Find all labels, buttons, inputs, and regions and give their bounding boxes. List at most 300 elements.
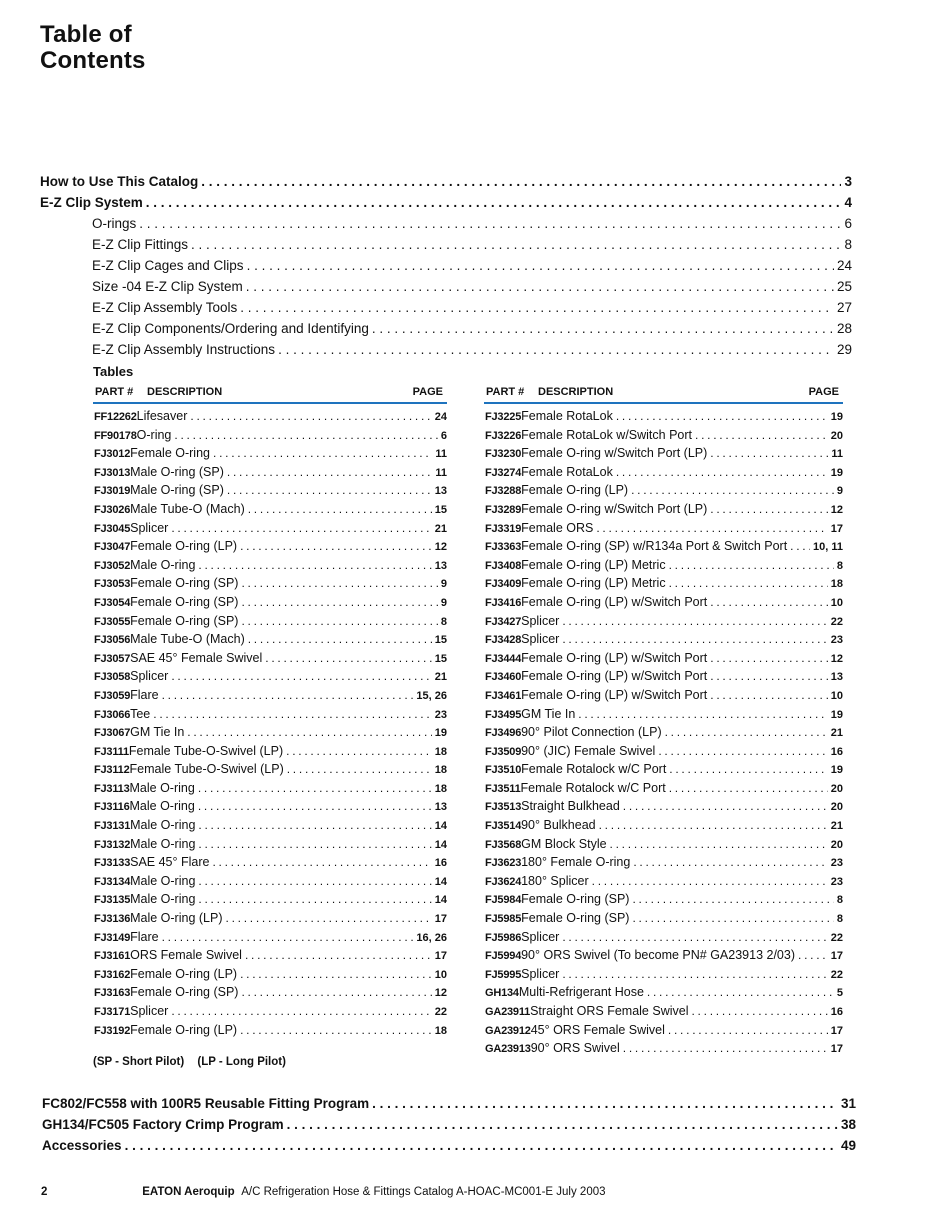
dot-leader bbox=[710, 502, 827, 516]
part-page: 19 bbox=[830, 466, 843, 479]
dot-leader bbox=[562, 967, 827, 981]
table-row[interactable] bbox=[93, 855, 447, 874]
part-page: 23 bbox=[830, 857, 843, 870]
part-page: 10 bbox=[830, 689, 843, 702]
table-row[interactable] bbox=[484, 688, 843, 707]
part-description: Tee bbox=[130, 706, 151, 721]
dot-leader bbox=[710, 669, 827, 683]
part-description: Female Tube-O-Swivel (LP) bbox=[129, 762, 284, 777]
part-number: FJ3363 bbox=[485, 541, 522, 554]
part-page: 13 bbox=[434, 559, 447, 572]
dot-leader bbox=[287, 762, 432, 776]
header-part: PART # bbox=[486, 386, 525, 398]
dot-leader bbox=[198, 818, 431, 832]
table-row[interactable] bbox=[93, 576, 447, 595]
part-page: 9 bbox=[440, 578, 447, 591]
part-page: 18 bbox=[830, 578, 843, 591]
table-row[interactable] bbox=[93, 911, 447, 930]
toc-entry-label: GH134/FC505 Factory Crimp Program bbox=[42, 1117, 284, 1132]
part-description: Male O-ring bbox=[130, 557, 196, 572]
part-number: FJ3045 bbox=[94, 522, 131, 535]
part-page: 17 bbox=[830, 950, 843, 963]
part-page: 22 bbox=[434, 1006, 447, 1018]
table-row[interactable] bbox=[93, 502, 447, 521]
parts-table-left bbox=[93, 386, 447, 1041]
part-description: Male O-ring (SP) bbox=[130, 483, 224, 498]
part-page: 20 bbox=[830, 801, 843, 814]
table-row[interactable] bbox=[484, 818, 843, 837]
part-number: FJ3427 bbox=[485, 615, 522, 628]
part-page: 13 bbox=[434, 801, 447, 814]
dot-leader bbox=[226, 911, 432, 925]
part-description: SAE 45° Flare bbox=[130, 855, 210, 870]
table-row[interactable] bbox=[93, 539, 447, 558]
table-row[interactable] bbox=[93, 837, 447, 856]
table-row[interactable] bbox=[93, 614, 447, 633]
table-row[interactable] bbox=[484, 595, 843, 614]
part-number: FJ3510 bbox=[485, 764, 522, 777]
dot-leader bbox=[247, 258, 834, 273]
part-page: 24 bbox=[434, 411, 447, 423]
part-page: 21 bbox=[434, 522, 447, 535]
part-description: ORS Female Swivel bbox=[130, 948, 242, 963]
part-page: 8 bbox=[836, 894, 843, 907]
toc-entry-page: 31 bbox=[840, 1096, 856, 1111]
toc-entry-label: FC802/FC558 with 100R5 Reusable Fitting Program bbox=[42, 1096, 370, 1111]
table-row[interactable] bbox=[93, 781, 447, 800]
part-number: GA23911 bbox=[485, 1006, 531, 1018]
dot-leader bbox=[631, 483, 834, 497]
part-number: FJ3319 bbox=[485, 522, 522, 535]
part-number: FJ3056 bbox=[94, 634, 131, 647]
table-row[interactable] bbox=[93, 762, 447, 781]
toc-entry-page: 8 bbox=[844, 237, 852, 252]
part-description: Male O-ring (SP) bbox=[130, 464, 224, 479]
table-header bbox=[484, 386, 843, 404]
table-row[interactable] bbox=[93, 725, 447, 744]
dot-leader bbox=[632, 911, 833, 925]
part-number: FJ3047 bbox=[94, 541, 131, 554]
table-row[interactable] bbox=[484, 428, 843, 447]
dot-leader bbox=[669, 781, 828, 795]
part-page: 13 bbox=[830, 671, 843, 684]
toc-entry[interactable] bbox=[42, 1096, 856, 1117]
part-page: 9 bbox=[440, 596, 447, 609]
toc-entry[interactable] bbox=[92, 279, 852, 300]
part-page: 8 bbox=[440, 615, 447, 628]
table-row[interactable] bbox=[93, 948, 447, 967]
part-description: Female O-ring (LP) w/Switch Port bbox=[521, 594, 708, 609]
part-number: FJ3013 bbox=[94, 466, 131, 479]
toc-entry-label: How to Use This Catalog bbox=[40, 174, 199, 189]
part-number: FJ3428 bbox=[485, 634, 522, 647]
part-number: FJ3052 bbox=[94, 559, 131, 572]
part-page: 17 bbox=[434, 950, 447, 963]
dot-leader bbox=[710, 595, 827, 609]
dot-leader bbox=[125, 1138, 838, 1153]
table-row[interactable] bbox=[484, 725, 843, 744]
table-row[interactable] bbox=[93, 688, 447, 707]
dot-leader bbox=[198, 781, 432, 795]
part-number: FJ3511 bbox=[485, 782, 521, 795]
dot-leader bbox=[616, 465, 828, 479]
dot-leader bbox=[669, 576, 828, 590]
toc-entry[interactable] bbox=[40, 195, 852, 216]
part-number: FJ3116 bbox=[94, 801, 130, 814]
dot-leader bbox=[668, 1023, 828, 1037]
part-page: 11 bbox=[435, 448, 447, 461]
part-number: FJ3495 bbox=[485, 708, 522, 721]
part-number: FJ3019 bbox=[94, 485, 131, 498]
dot-leader bbox=[240, 1023, 432, 1037]
toc-entry-label: E-Z Clip Components/Ordering and Identifying bbox=[92, 321, 369, 336]
part-description: Female O-ring (LP) bbox=[130, 539, 238, 554]
part-number: FJ3026 bbox=[94, 503, 131, 516]
part-description: Female ORS bbox=[521, 520, 594, 535]
table-row[interactable] bbox=[484, 1041, 843, 1060]
table-row[interactable] bbox=[484, 1004, 843, 1023]
part-description: 180° Female O-ring bbox=[521, 855, 631, 870]
part-page: 10 bbox=[434, 968, 447, 981]
part-page: 5 bbox=[836, 987, 843, 1000]
toc-entry[interactable] bbox=[42, 1138, 856, 1159]
toc-entry-page: 49 bbox=[840, 1138, 856, 1153]
part-description: Female O-ring w/Switch Port (LP) bbox=[521, 446, 708, 461]
table-rows bbox=[93, 409, 447, 1041]
dot-leader bbox=[710, 651, 827, 665]
table-row[interactable] bbox=[484, 465, 843, 484]
toc-entry[interactable] bbox=[92, 237, 852, 258]
dot-leader bbox=[198, 837, 431, 851]
toc-entry-page: 3 bbox=[844, 174, 852, 189]
table-row[interactable] bbox=[93, 967, 447, 986]
part-description: Splicer bbox=[130, 1004, 169, 1018]
dot-leader bbox=[187, 725, 431, 739]
part-number: FJ3066 bbox=[94, 708, 131, 721]
part-description: Female Rotalock w/C Port bbox=[520, 780, 666, 795]
table-row[interactable] bbox=[484, 781, 843, 800]
part-number: FJ3055 bbox=[94, 615, 131, 628]
part-description: Flare bbox=[130, 929, 159, 944]
table-row[interactable] bbox=[93, 409, 447, 428]
table-row[interactable] bbox=[484, 576, 843, 595]
table-row[interactable] bbox=[484, 892, 843, 911]
toc-entry[interactable] bbox=[92, 342, 852, 363]
part-page: 15 bbox=[434, 503, 447, 516]
part-description: 90° Pilot Connection (LP) bbox=[521, 725, 662, 740]
dot-leader bbox=[240, 967, 432, 981]
part-page: 12 bbox=[830, 503, 843, 516]
dot-leader bbox=[562, 930, 827, 944]
part-description: Female O-ring (LP) bbox=[521, 483, 629, 498]
part-description: 45° ORS Female Swivel bbox=[530, 1022, 665, 1037]
table-row[interactable] bbox=[93, 558, 447, 577]
toc-entry[interactable] bbox=[92, 300, 852, 321]
table-row[interactable] bbox=[93, 744, 447, 763]
dot-leader bbox=[201, 174, 841, 189]
part-number: GH134 bbox=[485, 987, 519, 1000]
part-description: 90° (JIC) Female Swivel bbox=[521, 743, 656, 758]
table-row[interactable] bbox=[484, 558, 843, 577]
legend bbox=[93, 1056, 296, 1068]
dot-leader bbox=[599, 818, 828, 832]
dot-leader bbox=[248, 632, 432, 646]
table-row[interactable] bbox=[93, 799, 447, 818]
dot-leader bbox=[691, 1004, 827, 1018]
table-row[interactable] bbox=[484, 521, 843, 540]
legend-long-pilot: (LP - Long Pilot) bbox=[197, 1056, 286, 1068]
part-number: FJ3161 bbox=[94, 950, 131, 963]
table-row[interactable] bbox=[484, 1023, 843, 1042]
dot-leader bbox=[191, 237, 841, 252]
part-page: 12 bbox=[434, 541, 447, 554]
part-description: Female O-ring (SP) bbox=[130, 576, 239, 591]
toc-entry-page: 24 bbox=[836, 258, 852, 273]
part-number: FJ3111 bbox=[94, 745, 129, 758]
part-number: FJ3513 bbox=[485, 801, 522, 814]
part-page: 21 bbox=[830, 727, 843, 740]
part-number: FF12262 bbox=[94, 411, 137, 423]
parts-table-right bbox=[484, 386, 843, 1060]
part-page: 11 bbox=[831, 448, 843, 461]
table-header bbox=[93, 386, 447, 404]
part-description: Female Tube-O-Swivel (LP) bbox=[128, 743, 284, 758]
part-page: 19 bbox=[830, 411, 843, 423]
header-description: DESCRIPTION bbox=[538, 386, 614, 398]
dot-leader bbox=[669, 558, 834, 572]
table-row[interactable] bbox=[484, 614, 843, 633]
part-number: FJ3067 bbox=[94, 727, 131, 740]
toc-entry[interactable] bbox=[92, 321, 852, 342]
part-number: FJ3163 bbox=[94, 987, 131, 1000]
footer bbox=[41, 1186, 606, 1198]
table-row[interactable] bbox=[484, 483, 843, 502]
part-number: FJ3112 bbox=[94, 764, 130, 777]
table-row[interactable] bbox=[484, 985, 843, 1004]
table-row[interactable] bbox=[93, 446, 447, 465]
table-row[interactable] bbox=[484, 967, 843, 986]
part-page: 16 bbox=[830, 1006, 843, 1018]
part-page: 16 bbox=[830, 745, 843, 758]
dot-leader bbox=[171, 521, 431, 535]
part-number: FJ3509 bbox=[485, 745, 522, 758]
part-number: FJ3057 bbox=[94, 652, 131, 665]
dot-leader bbox=[623, 1041, 828, 1055]
part-number: FJ3136 bbox=[94, 913, 131, 926]
dot-leader bbox=[227, 483, 432, 497]
part-description: Female RotaLok bbox=[521, 409, 613, 423]
part-page: 12 bbox=[830, 652, 843, 665]
table-row[interactable] bbox=[484, 409, 843, 428]
toc-entry-label: O-rings bbox=[92, 216, 137, 231]
dot-leader bbox=[146, 195, 842, 210]
part-description: GM Block Style bbox=[521, 836, 607, 851]
table-row[interactable] bbox=[93, 595, 447, 614]
table-row[interactable] bbox=[93, 1023, 447, 1042]
part-page: 21 bbox=[434, 671, 447, 684]
table-row[interactable] bbox=[484, 707, 843, 726]
table-row[interactable] bbox=[93, 521, 447, 540]
table-row[interactable] bbox=[93, 1004, 447, 1023]
dot-leader bbox=[633, 855, 827, 869]
part-page: 22 bbox=[830, 931, 843, 944]
part-description: Splicer bbox=[521, 613, 560, 628]
part-number: FJ3274 bbox=[485, 466, 522, 479]
dot-leader bbox=[647, 985, 834, 999]
table-row[interactable] bbox=[484, 744, 843, 763]
dot-leader bbox=[632, 892, 833, 906]
part-description: Female O-ring (SP) bbox=[130, 985, 239, 1000]
part-number: FJ3135 bbox=[94, 894, 131, 907]
part-description: Female O-ring (SP) bbox=[130, 613, 239, 628]
page-title bbox=[40, 22, 146, 74]
table-row[interactable] bbox=[484, 837, 843, 856]
table-row[interactable] bbox=[484, 632, 843, 651]
dot-leader bbox=[245, 948, 432, 962]
part-page: 13 bbox=[434, 485, 447, 498]
part-page: 20 bbox=[830, 429, 843, 442]
part-page: 15 bbox=[434, 652, 447, 665]
table-row[interactable] bbox=[93, 707, 447, 726]
part-description: Splicer bbox=[521, 632, 560, 647]
part-page: 14 bbox=[434, 838, 447, 851]
dot-leader bbox=[198, 558, 431, 572]
part-description: Multi-Refrigerant Hose bbox=[518, 985, 644, 1000]
toc-entry-page: 25 bbox=[836, 279, 852, 294]
table-row[interactable] bbox=[484, 502, 843, 521]
part-description: Female RotaLok w/Switch Port bbox=[521, 427, 693, 442]
part-number: FJ5994 bbox=[485, 950, 522, 963]
legend-short-pilot: (SP - Short Pilot) bbox=[93, 1056, 185, 1068]
toc-entry-label: E-Z Clip Assembly Tools bbox=[92, 300, 238, 315]
table-row[interactable] bbox=[93, 874, 447, 893]
table-row[interactable] bbox=[93, 428, 447, 447]
table-row[interactable] bbox=[93, 651, 447, 670]
part-description: GM Tie In bbox=[521, 706, 576, 721]
part-description: Splicer bbox=[521, 929, 560, 944]
part-description: Flare bbox=[130, 687, 159, 702]
part-page: 6 bbox=[440, 429, 447, 442]
table-row[interactable] bbox=[484, 855, 843, 874]
part-page: 18 bbox=[434, 782, 447, 795]
part-page: 23 bbox=[830, 875, 843, 888]
dot-leader bbox=[241, 985, 431, 999]
dot-leader bbox=[198, 892, 431, 906]
part-page: 8 bbox=[836, 559, 843, 572]
part-page: 23 bbox=[830, 634, 843, 647]
table-row[interactable] bbox=[484, 651, 843, 670]
toc-entry-label: Size -04 E-Z Clip System bbox=[92, 279, 243, 294]
part-number: FJ5986 bbox=[485, 931, 522, 944]
part-number: FJ5985 bbox=[485, 913, 522, 926]
part-page: 17 bbox=[830, 1024, 843, 1037]
table-row[interactable] bbox=[93, 632, 447, 651]
part-number: FF90178 bbox=[94, 429, 137, 442]
part-number: FJ3171 bbox=[94, 1006, 131, 1018]
table-row[interactable] bbox=[93, 483, 447, 502]
dot-leader bbox=[287, 1117, 838, 1132]
dot-leader bbox=[710, 446, 828, 460]
dot-leader bbox=[592, 874, 828, 888]
part-number: FJ3624 bbox=[485, 875, 522, 888]
part-number: FJ3288 bbox=[485, 485, 522, 498]
dot-leader bbox=[669, 762, 827, 776]
toc-entry[interactable] bbox=[40, 174, 852, 195]
tables-heading: Tables bbox=[93, 364, 134, 379]
part-description: Straight ORS Female Swivel bbox=[530, 1004, 689, 1018]
part-page: 15 bbox=[434, 634, 447, 647]
dot-leader bbox=[190, 409, 431, 423]
toc-entry-label: E-Z Clip System bbox=[40, 195, 143, 210]
header-part: PART # bbox=[95, 386, 134, 398]
table-row[interactable] bbox=[484, 762, 843, 781]
part-description: Female O-ring (LP) w/Switch Port bbox=[521, 687, 708, 702]
table-row[interactable] bbox=[484, 669, 843, 688]
table-row[interactable] bbox=[484, 446, 843, 465]
table-row[interactable] bbox=[484, 930, 843, 949]
table-row[interactable] bbox=[484, 874, 843, 893]
part-page: 19 bbox=[830, 708, 843, 721]
part-description: Female O-ring (LP) Metric bbox=[521, 557, 666, 572]
toc-entry[interactable] bbox=[92, 258, 852, 279]
toc-entry[interactable] bbox=[92, 216, 852, 237]
toc-entry-page: 4 bbox=[844, 195, 852, 210]
table-row[interactable] bbox=[93, 818, 447, 837]
part-description: Male O-ring bbox=[130, 836, 196, 851]
table-row[interactable] bbox=[484, 911, 843, 930]
table-row[interactable] bbox=[484, 948, 843, 967]
part-description: Female O-ring (SP) bbox=[521, 911, 630, 926]
footer-brand: EATON Aeroquip bbox=[142, 1186, 235, 1198]
dot-leader bbox=[623, 799, 828, 813]
part-description: Female O-ring (SP) bbox=[130, 594, 239, 609]
part-number: FJ3568 bbox=[485, 838, 522, 851]
part-description: Female O-ring (LP) bbox=[130, 966, 238, 981]
part-page: 14 bbox=[434, 875, 447, 888]
part-number: FJ3289 bbox=[485, 503, 522, 516]
part-page: 20 bbox=[830, 838, 843, 851]
dot-leader bbox=[578, 707, 827, 721]
part-number: GA23912 bbox=[485, 1024, 531, 1037]
part-description: Female Rotalock w/C Port bbox=[521, 762, 667, 777]
table-row[interactable] bbox=[93, 930, 447, 949]
table-row[interactable] bbox=[93, 669, 447, 688]
part-number: FJ3059 bbox=[94, 689, 131, 702]
toc-entry[interactable] bbox=[42, 1117, 856, 1138]
part-page: 16 bbox=[434, 857, 447, 870]
part-page: 14 bbox=[434, 894, 447, 907]
part-number: FJ3461 bbox=[485, 689, 522, 702]
part-page: 14 bbox=[434, 820, 447, 833]
dot-leader bbox=[241, 595, 437, 609]
part-number: FJ5995 bbox=[485, 968, 522, 981]
table-row[interactable] bbox=[484, 799, 843, 818]
dot-leader bbox=[241, 576, 437, 590]
dot-leader bbox=[246, 279, 834, 294]
table-row[interactable] bbox=[93, 985, 447, 1004]
table-row[interactable] bbox=[484, 539, 843, 558]
title-line-1: Table of bbox=[40, 21, 132, 48]
part-description: 90° ORS Swivel bbox=[530, 1041, 620, 1056]
table-row[interactable] bbox=[93, 465, 447, 484]
dot-leader bbox=[171, 669, 431, 683]
part-page: 17 bbox=[434, 913, 447, 926]
part-description: Female O-ring (LP) w/Switch Port bbox=[521, 650, 708, 665]
part-page: 8 bbox=[836, 913, 843, 926]
dot-leader bbox=[240, 539, 432, 553]
table-row[interactable] bbox=[93, 892, 447, 911]
dot-leader bbox=[372, 321, 834, 336]
